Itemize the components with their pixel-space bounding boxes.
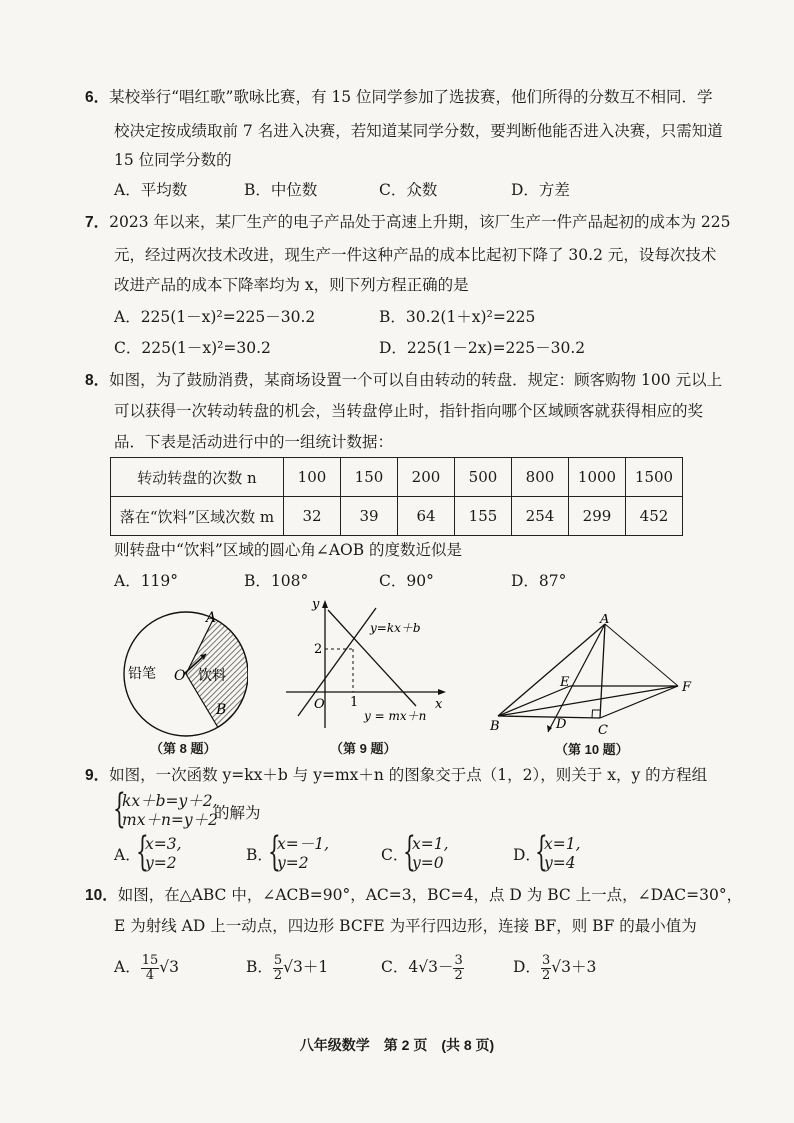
segment-ac <box>600 624 605 718</box>
table-row-label: 落在“饮料”区域次数 m <box>111 497 284 536</box>
q8-option-d: D．87° <box>511 572 567 590</box>
fraction: $\frac{15}{4}$ <box>141 952 159 983</box>
table-row-label: 转动转盘的次数 n <box>111 458 284 497</box>
q6-option-a: A．平均数 <box>114 181 188 199</box>
q6-option-d: D．方差 <box>511 181 570 199</box>
figure-8-caption: （第 8 题） <box>150 741 217 756</box>
segment-fc <box>600 686 678 718</box>
table-cell: 1000 <box>569 458 626 497</box>
label-pencil: 铅笔 <box>128 666 156 682</box>
q7-option-d: D．225(1－2x)=225－30.2 <box>379 339 586 357</box>
line-kx-b <box>298 608 376 716</box>
q9-equation-2: mx＋n=y＋2 <box>122 811 219 829</box>
q9-option-d-system: x=1, y=4 <box>544 835 581 872</box>
label-line2: y = mx＋n <box>364 709 427 723</box>
q9-number: 9． <box>85 767 110 784</box>
q7-line1: 7．2023 年以来，某厂生产的电子产品处于高速上升期，该厂生产一件产品起初的成本为 225 <box>85 213 731 231</box>
label-c: C <box>598 723 608 738</box>
q7-line3: 改进产品的成本下降率均为 x，则下列方程正确的是 <box>114 276 469 294</box>
figure-10-caption: （第 10 题） <box>555 742 629 757</box>
fraction: $\frac{5}{2}$ <box>273 952 283 983</box>
tick-2: 2 <box>314 642 323 657</box>
figure-9-graph <box>280 596 450 736</box>
y-axis-arrow <box>322 600 328 608</box>
q6-number: 6． <box>85 89 110 106</box>
table-cell: 500 <box>455 458 512 497</box>
figure-10-geometry <box>488 614 703 744</box>
q9-option-c-brace: { <box>403 829 416 875</box>
page-footer: 八年级数学 第 2 页 (共 8 页) <box>299 1037 495 1053</box>
q9-option-b-system: x=－1, y=2 <box>277 835 330 872</box>
q10-number: 10． <box>85 887 118 904</box>
label-line1: y=kx＋b <box>370 621 421 635</box>
segment-ab <box>498 624 605 716</box>
label-d: D <box>556 717 567 732</box>
q8-line1: 8．如图，为了鼓励消费，某商场设置一个可以自由转动的转盘．规定：顾客购物 100 元以上 <box>85 371 723 389</box>
fraction: $\frac{3}{2}$ <box>541 952 551 983</box>
label-f: F <box>682 680 692 695</box>
table-cell: 254 <box>512 497 569 536</box>
q9-equation-system <box>122 792 218 830</box>
q10-option-c: C．4√3－ $\frac{3}{2}$ <box>381 952 463 983</box>
q9-option-d: D． <box>513 846 541 864</box>
label-y: y <box>312 597 320 612</box>
x-axis-arrow <box>438 689 446 695</box>
q8-line3: 品．下表是活动进行中的一组统计数据： <box>114 433 394 451</box>
table-row <box>111 458 683 497</box>
table-cell: 200 <box>398 458 455 497</box>
q9-option-c: C． <box>381 846 409 864</box>
q7-line2: 元，经过两次技术改进，现生产一件这种产品的成本比起初下降了 30.2 元，设每次技术 <box>114 246 717 264</box>
fraction: $\frac{3}{2}$ <box>454 952 463 983</box>
label-b: B <box>216 702 227 718</box>
table-cell: 150 <box>341 458 398 497</box>
q7-option-c: C．225(1－x)²=30.2 <box>114 339 271 357</box>
q6-line3: 15 位同学分数的 <box>114 151 232 169</box>
label-x: x <box>435 697 443 712</box>
table-cell: 299 <box>569 497 626 536</box>
segment-bf <box>498 686 678 716</box>
q10-option-b: B． $\frac{5}{2}$ √3＋1 <box>246 952 329 983</box>
label-e: E <box>560 675 570 690</box>
q8-number: 8． <box>85 372 110 389</box>
q10-option-d: D． $\frac{3}{2}$ √3＋3 <box>513 952 597 983</box>
label-o: O <box>174 668 186 684</box>
segment-bc <box>498 716 600 718</box>
q10-option-a: A． $\frac{15}{4}$ √3 <box>114 952 179 983</box>
table-cell: 1500 <box>626 458 683 497</box>
table-cell: 155 <box>455 497 512 536</box>
q10-line1: 10．如图，在△ABC 中，∠ACB=90°，AC=3，BC=4，点 D 为 BC 上一点，∠DAC=30°， <box>85 886 743 904</box>
q9-tail: 的解为 <box>214 804 261 822</box>
segment-af <box>605 624 678 686</box>
table-cell: 100 <box>284 458 341 497</box>
tick-1: 1 <box>350 695 359 710</box>
figure-9-caption: （第 9 题） <box>330 741 397 756</box>
q8-option-b: B．108° <box>244 572 309 590</box>
q9-option-b: B． <box>246 846 273 864</box>
q8-option-c: C．90° <box>379 572 434 590</box>
q9-option-a: A． <box>114 846 141 864</box>
right-angle-mark <box>592 710 601 718</box>
table-cell: 32 <box>284 497 341 536</box>
q9-option-a-brace: { <box>136 829 149 875</box>
label-a: A <box>600 614 610 627</box>
label-drink: 饮料 <box>198 668 226 684</box>
q7-option-b: B．30.2(1＋x)²=225 <box>379 308 536 326</box>
q9-option-d-brace: { <box>535 829 548 875</box>
ray-ad <box>548 624 605 732</box>
table-cell: 452 <box>626 497 683 536</box>
table-cell: 64 <box>398 497 455 536</box>
q7-number: 7． <box>85 214 110 231</box>
label-b: B <box>490 719 500 734</box>
label-a: A <box>206 610 217 626</box>
label-origin: O <box>314 697 325 712</box>
q6-option-c: C．众数 <box>379 181 438 199</box>
q9-option-c-system: x=1, y=0 <box>412 835 449 872</box>
q9-system-brace: { <box>113 786 126 832</box>
table-cell: 800 <box>512 458 569 497</box>
table-row <box>111 497 683 536</box>
q6-option-b: B．中位数 <box>244 181 318 199</box>
q8-line2: 可以获得一次转动转盘的机会，当转盘停止时，指针指向哪个区域顾客就获得相应的奖 <box>114 402 704 420</box>
frequency-table <box>110 457 683 536</box>
q8-option-a: A．119° <box>114 572 179 590</box>
table-cell: 39 <box>341 497 398 536</box>
q9-option-b-brace: { <box>268 829 281 875</box>
q9-line1: 9．如图，一次函数 y=kx＋b 与 y=mx＋n 的图象交于点（1，2），则关于 x，y 的方程组 <box>85 766 708 784</box>
q10-line2: E 为射线 AD 上一动点，四边形 BCFE 为平行四边形，连接 BF，则 BF 的最小值为 <box>114 917 697 935</box>
q9-option-a-system: x=3, y=2 <box>145 835 182 872</box>
q9-equation-1: kx＋b=y＋2, <box>122 792 218 810</box>
figure-8-spinner <box>118 602 248 742</box>
q7-option-a: A．225(1－x)²=225－30.2 <box>114 308 316 326</box>
q6-line1: 6．某校举行“唱红歌”歌咏比赛，有 15 位同学参加了选拔赛，他们所得的分数互不相同．学 <box>85 88 713 106</box>
q8-question: 则转盘中“饮料”区域的圆心角∠AOB 的度数近似是 <box>114 541 463 559</box>
q6-line2: 校决定按成绩取前 7 名进入决赛，若知道某同学分数，要判断他能否进入决赛，只需知道 <box>114 122 723 140</box>
